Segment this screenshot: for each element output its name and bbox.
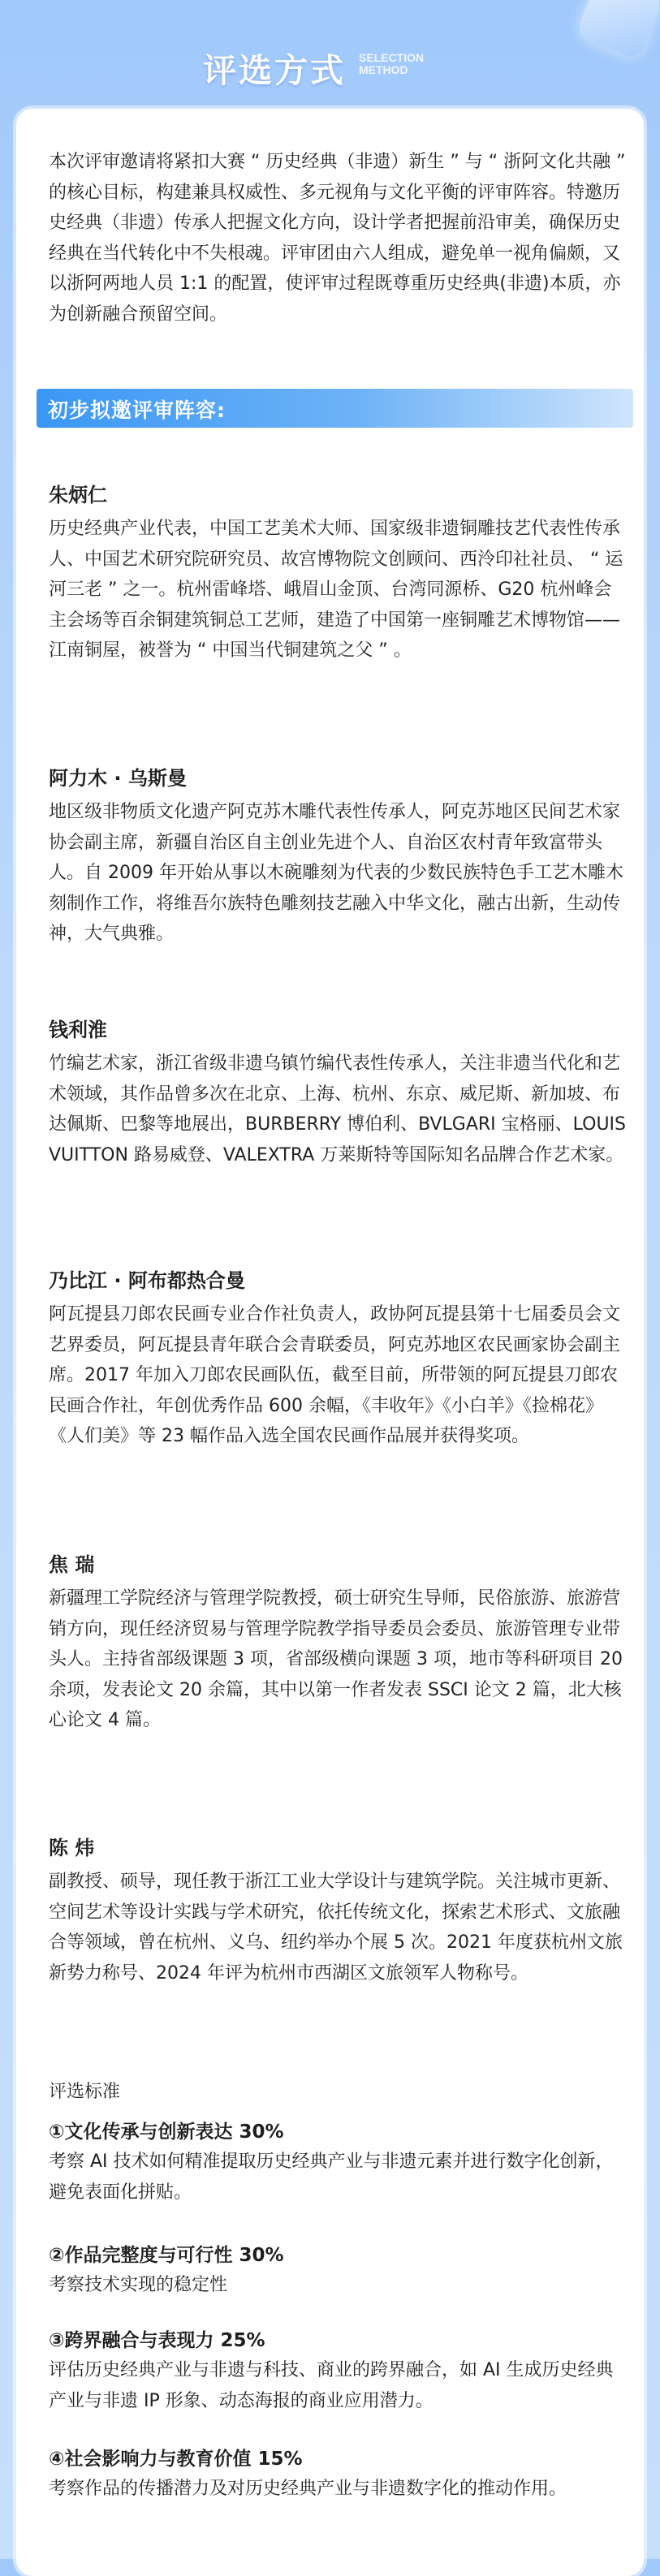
criterion-description: 考察 AI 技术如何精准提取历史经典产业与非遗元素并进行数字化创新，避免表面化拼贴。 — [49, 2152, 614, 2203]
criterion-item — [49, 2326, 629, 2416]
judge-entry — [49, 1551, 629, 1736]
criterion-title: ①文化传承与创新表达 30% — [49, 2122, 284, 2143]
judge-bio: 历史经典产业代表，中国工艺美术大师、国家级非遗铜雕技艺代表性传承人、中国艺术研究院研究员、故宫博物院文创顾问、西泠印社社员、 “ 运河三老 ” 之一。杭州雷峰塔、峨眉山金顶、台湾同源桥、G20 杭州峰会主会场等百余铜建筑铜总工艺师，建造了中国第一座铜雕艺术博物馆——江南铜屋，被誉为 “ 中国当代铜建筑之父 ” 。 — [49, 519, 623, 661]
page-title: 评选方式 — [203, 51, 346, 90]
criterion-title: ③跨界融合与表现力 25% — [49, 2330, 265, 2351]
judge-name: 乃比江 · 阿布都热合曼 — [49, 1269, 245, 1292]
criteria-section — [49, 2078, 629, 2107]
judge-bio: 阿瓦提县刀郎农民画专业合作社负责人，政协阿瓦提县第十七届委员会文艺界委员，阿瓦提县青年联合会青联委员，阿克苏地区农民画家协会副主席。2017 年加入刀郎农民画队伍，截至目前，所带领的阿瓦提县刀郎农民画合作社，年创优秀作品 600 余幅，《丰收年》《小白羊》《捡棉花》《人们美》等 23 幅作品入选全国农民画作品展并获得奖项。 — [49, 1304, 621, 1447]
judge-name: 朱炳仁 — [49, 484, 107, 506]
judge-bio: 新疆理工学院经济与管理学院教授，硕士研究生导师，民俗旅游、旅游营销方向，现任经济贸易与管理学院教学指导委员会委员、旅游管理专业带头人。主持省部级课题 3 项，省部级横向课题 3 项，地市等科研项目 20 余项，发表论文 20 余篇，其中以第一作者发表 SSCI 论文 2 篇，北大核心论文 4 篇。 — [49, 1588, 623, 1731]
content-card — [16, 109, 644, 2576]
criterion-description: 评估历史经典产业与非遗与科技、商业的跨界融合，如 AI 生成历史经典产业与非遗 IP 形象、动态海报的商业应用潜力。 — [49, 2360, 614, 2411]
criterion-item — [49, 2241, 629, 2301]
section-banner-title: 初步拟邀评审阵容: — [48, 398, 226, 422]
judge-entry — [49, 481, 629, 666]
criterion-title: ④社会影响力与教育价值 15% — [49, 2449, 303, 2470]
criterion-description: 考察技术实现的稳定性 — [49, 2275, 228, 2295]
criterion-description: 考察作品的传播潜力及对历史经典产业与非遗数字化的推动作用。 — [49, 2479, 567, 2499]
judge-bio: 副教授、硕导，现任教于浙江工业大学设计与建筑学院。关注城市更新、空间艺术等设计实践与学术研究，依托传统文化，探索艺术形式、文旅融合等领域，曾在杭州、义乌、纽约举办个展 5 次。2021 年度获杭州文旅新势力称号、2024 年评为杭州市西湖区文旅领军人物称号。 — [49, 1872, 623, 1984]
judge-entry — [49, 1834, 629, 1988]
judge-entry — [49, 1267, 629, 1452]
section-banner — [37, 389, 633, 428]
judge-bio: 地区级非物质文化遗产阿克苏木雕代表性传承人，阿克苏地区民间艺术家协会副主席，新疆自治区自主创业先进个人、自治区农村青年致富带头人。自 2009 年开始从事以木碗雕刻为代表的少数民族特色手工艺木雕木刻制作工作，将维吾尔族特色雕刻技艺融入中华文化，融古出新，生动传神，大气典雅。 — [49, 802, 623, 945]
header — [0, 37, 660, 107]
criteria-heading: 评选标准 — [49, 2082, 121, 2102]
judge-entry — [49, 765, 629, 950]
page-title-english-line2: METHOD — [359, 63, 408, 76]
page-title-english-line1: SELECTION — [359, 51, 425, 64]
judge-name: 阿力木 · 乌斯曼 — [49, 767, 187, 790]
criterion-title: ②作品完整度与可行性 30% — [49, 2245, 284, 2266]
page-title-english — [359, 52, 448, 76]
judge-entry — [49, 1016, 629, 1170]
judge-name: 陈 炜 — [49, 1837, 95, 1859]
criterion-item — [49, 2445, 629, 2505]
intro-paragraph: 本次评审邀请将紧扣大赛 “ 历史经典（非遗）新生 ” 与 “ 浙阿文化共融 ” 的核心目标，构建兼具权威性、多元视角与文化平衡的评审阵容。特邀历史经典（非遗）传承人把握文化方向，设计学者把握前沿审美，确保历史经典在当代转化中不失根魂。评审团由六人组成，避免单一视角偏颇，又以浙阿两地人员 1:1 的配置，使评审过程既尊重历史经典(非遗)本质，亦为创新融合预留空间。 — [49, 152, 626, 325]
criterion-item — [49, 2117, 629, 2208]
judge-bio: 竹编艺术家，浙江省级非遗乌镇竹编代表性传承人，关注非遗当代化和艺术领域，其作品曾多次在北京、上海、杭州、东京、威尼斯、新加坡、布达佩斯、巴黎等地展出，BURBERRY 博伯利、BVLGARI 宝格丽、LOUIS VUITTON 路易威登、VALEXTRA 万莱斯特等国际知名品牌合作艺术家。 — [49, 1053, 627, 1165]
judge-name: 钱利淮 — [49, 1019, 107, 1041]
judge-name: 焦 瑞 — [49, 1553, 95, 1576]
